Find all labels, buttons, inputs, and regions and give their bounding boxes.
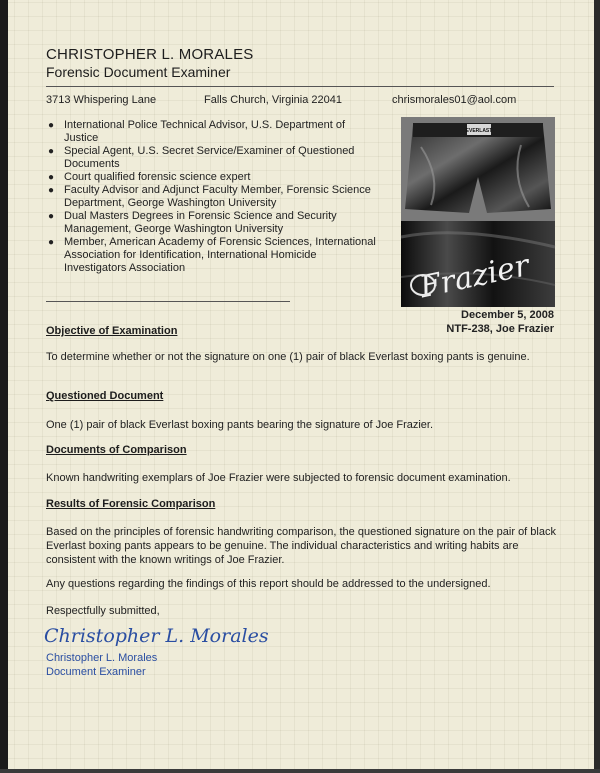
report-reference: NTF-238, Joe Frazier (446, 323, 554, 335)
results-text: Based on the principles of forensic handwriting comparison, the questioned signature on the pair of black Everlast boxing pants appears to be genuine. The individual characteristics and writing habits are consistent with the known writings of Joe Frazier. (46, 526, 556, 566)
header-divider (46, 86, 554, 87)
credential-text: International Police Technical Advisor, U.S. Department of Justice (64, 119, 346, 144)
credential-text: Member, American Academy of Forensic Sciences, International Association for Identification, International Homicide Investigators Association (64, 236, 376, 274)
scan-edge-right (594, 0, 600, 773)
comparison-heading: Documents of Comparison (46, 444, 187, 456)
list-item (46, 145, 378, 171)
bullet-icon: ● (48, 185, 55, 196)
bullet-icon: ● (48, 211, 55, 222)
bullet-icon: ● (48, 146, 55, 157)
list-item (46, 210, 378, 236)
credentials-list (46, 119, 378, 275)
signer-title: Document Examiner (46, 666, 146, 678)
address-city: Falls Church, Virginia 22041 (204, 94, 342, 106)
handwritten-signature (42, 618, 269, 652)
signer-name: Christopher L. Morales (46, 652, 158, 664)
list-item (46, 184, 378, 210)
bullet-icon: ● (48, 172, 55, 183)
list-item (46, 236, 378, 275)
photo-brand-label: EVERLAST (465, 128, 493, 134)
comparison-text: Known handwriting exemplars of Joe Frazier were subjected to forensic document examination. (46, 472, 511, 484)
boxing-pants-image (401, 117, 555, 307)
signature-script: Christopher L. Morales (44, 625, 269, 647)
examiner-name: CHRISTOPHER L. MORALES (46, 46, 254, 63)
questions-text: Any questions regarding the findings of this report should be addressed to the undersigned. (46, 578, 491, 590)
bullet-icon: ● (48, 120, 55, 131)
signature-underline (46, 301, 290, 302)
objective-heading: Objective of Examination (46, 325, 178, 337)
questioned-text: One (1) pair of black Everlast boxing pants bearing the signature of Joe Frazier. (46, 419, 434, 431)
credential-text: Dual Masters Degrees in Forensic Science and Security Management, George Washington University (64, 210, 337, 235)
salutation: Respectfully submitted, (46, 605, 160, 617)
examiner-title: Forensic Document Examiner (46, 64, 231, 80)
contact-email: chrismorales01@aol.com (392, 94, 517, 106)
list-item (46, 171, 378, 184)
report-date: December 5, 2008 (461, 309, 554, 321)
objective-text: To determine whether or not the signature on one (1) pair of black Everlast boxing pants is genuine. (46, 351, 530, 363)
credential-text: Special Agent, U.S. Secret Service/Examiner of Questioned Documents (64, 145, 355, 170)
credential-text: Faculty Advisor and Adjunct Faculty Member, Forensic Science Department, George Washington University (64, 184, 371, 209)
list-item (46, 119, 378, 145)
results-heading: Results of Forensic Comparison (46, 498, 216, 510)
bullet-icon: ● (48, 237, 55, 248)
boxing-pants-photo (401, 117, 555, 307)
scan-edge-left (0, 0, 8, 773)
credential-text: Court qualified forensic science expert (64, 171, 251, 183)
photo-signature: Frazier (416, 248, 533, 306)
scan-edge-bottom (0, 769, 600, 773)
questioned-heading: Questioned Document (46, 390, 164, 402)
address-street: 3713 Whispering Lane (46, 94, 157, 106)
